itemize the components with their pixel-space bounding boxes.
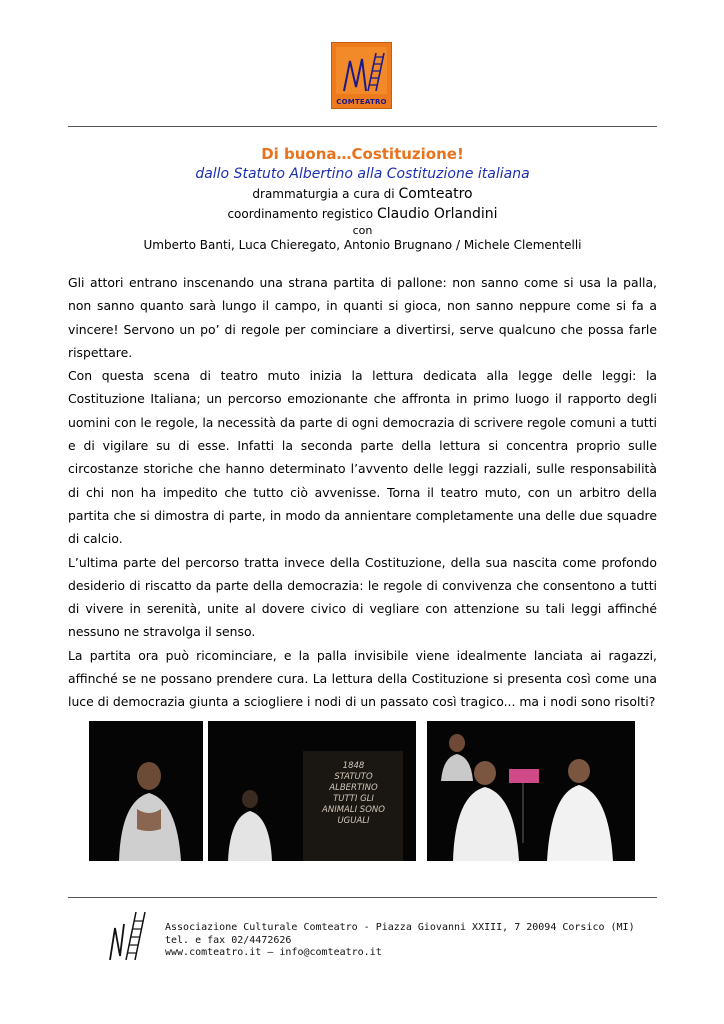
blackboard-line: ANIMALI SONO — [322, 805, 385, 815]
play-subtitle: dallo Statuto Albertino alla Costituzione italiana — [195, 166, 530, 182]
bottom-divider — [68, 897, 657, 898]
footer-address: Associazione Culturale Comteatro - Piazza Giovanni XXIII, 7 20094 Corsico (MI) — [165, 922, 635, 933]
director-name: Claudio Orlandini — [376, 206, 498, 222]
paragraph: L’ultima parte del percorso tratta invece della Costituzione, della sua nascita come profondo desiderio di riscatto da parte della democrazia: le regole di convivenza che consentono a tutti di vivere in serenità, unite al dovere civico di vegliare con attenzione su tali leggi affinché nessuno ne stravolga il senso. — [68, 554, 657, 640]
blackboard-writing — [306, 761, 401, 827]
blackboard-line: UGUALI — [337, 816, 370, 826]
paragraph: Gli attori entrano inscenando una strana partita di pallone: non sanno come si usa la palla, non sanno quanto sarà lungo il campo, in quanti si gioca, non sanno neppure come si fa a vincere! Servono un po’ di regole per cominciare a divertirsi, serve qualcuno che possa farle rispettare. — [68, 275, 657, 360]
comteatro-logo — [331, 42, 392, 109]
with-label: con — [352, 224, 373, 237]
blackboard-line: ALBERTINO — [329, 783, 378, 793]
paragraph: Con questa scena di teatro muto inizia la lettura dedicata alla legge delle leggi: la Costituzione Italiana; un percorso emozionante che affronta in primo luogo il rapporto degli uomini con le regole, la necessità da parte di ogni democrazia di scrivere regole comuni a tutti e di vigilare su di esse. Infatti la seconda parte della lettura si concentra proprio sulle circostanze storiche che hanno determinato l’avvento delle leggi razziali, sulle responsabilità di chi non ha impedito che tutto ciò avvenisse. Torna il teatro muto, con un arbitro della partita che si dimostra di parte, in modo da annientare completamente una delle due squadre di calcio. — [68, 368, 657, 547]
description — [68, 271, 657, 714]
blackboard-line: 1848 — [342, 761, 365, 771]
dramaturgy-line — [68, 186, 657, 202]
cast-list: Umberto Banti, Luca Chieregato, Antonio Brugnano / Michele Clementelli — [143, 238, 582, 252]
dramaturgy-name: Comteatro — [398, 186, 473, 202]
top-divider — [68, 126, 657, 127]
stage-photo-blackboard — [208, 721, 416, 861]
ladder-logo-icon — [336, 47, 387, 94]
footer-contacts — [165, 922, 635, 960]
direction-line — [68, 206, 657, 222]
footer-web-email[interactable]: www.comteatro.it – info@comteatro.it — [165, 947, 382, 958]
footer-phone: tel. e fax 02/4472626 — [165, 934, 292, 946]
stage-photo-readers — [427, 721, 635, 861]
logo-wordmark: COMTEATRO — [336, 98, 387, 106]
blackboard-line: TUTTI GLI — [333, 794, 374, 804]
dramaturgy-label: drammaturgia a cura di — [252, 187, 395, 201]
direction-label: coordinamento registico — [227, 207, 374, 221]
ladder-figure-icon — [108, 910, 148, 962]
blackboard-line: STATUTO — [334, 772, 373, 782]
paragraph: La partita ora può ricominciare, e la palla invisibile viene idealmente lanciata ai ragazzi, affinché se ne possano prendere cura. La lettura della Costituzione si presenta così come una luce di democrazia giunta a sciogliere i nodi di un passato così tragico... ma i nodi sono risolti? — [68, 647, 657, 710]
play-title: Di buona…Costituzione! — [261, 145, 464, 163]
stage-photo-actor-back — [89, 721, 203, 861]
